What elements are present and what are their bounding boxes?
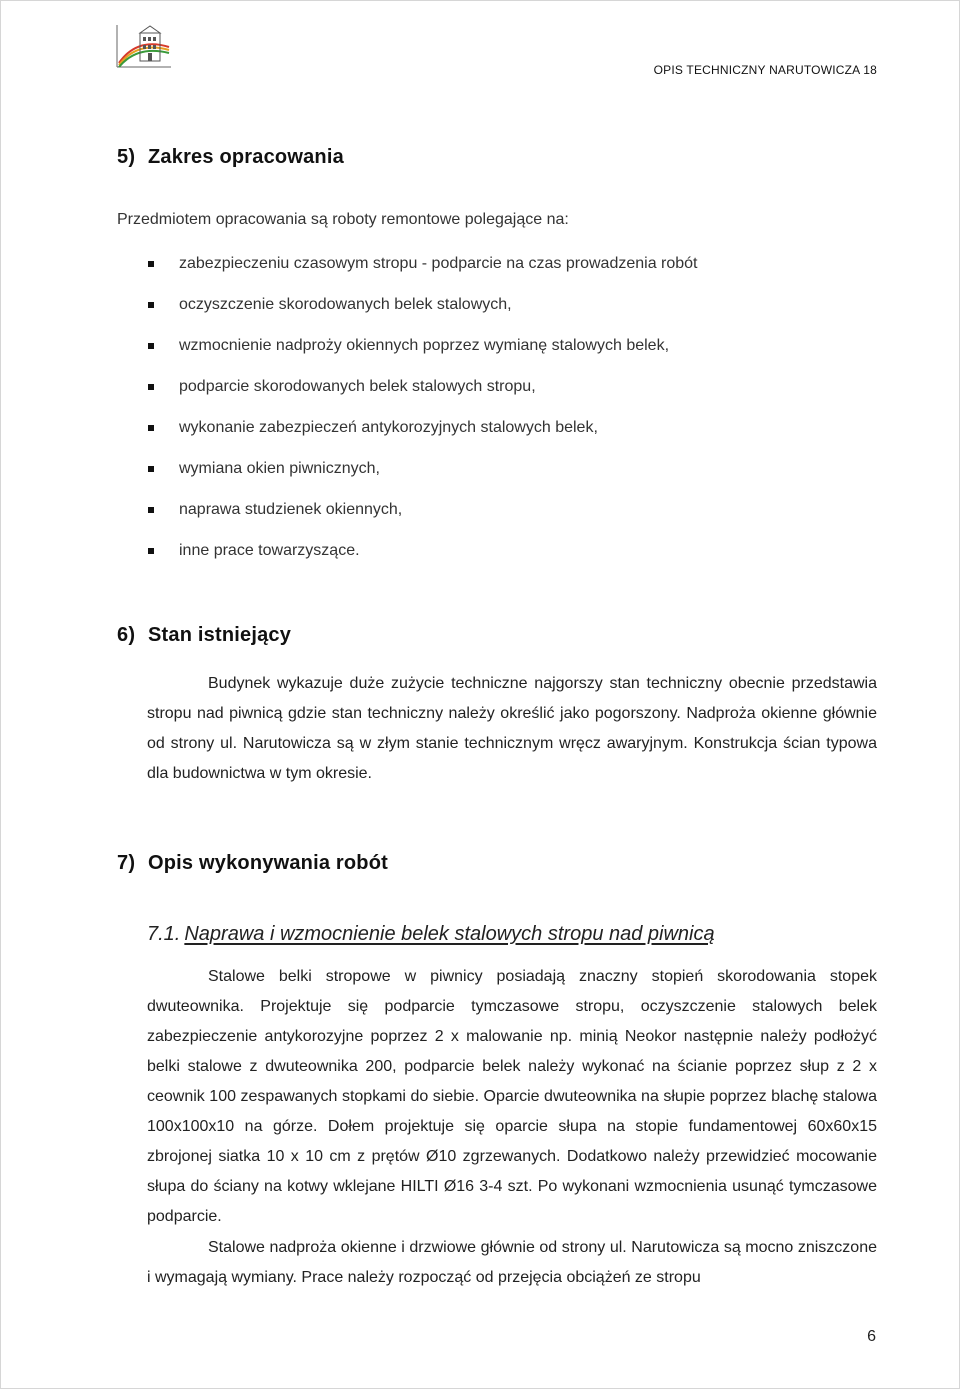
section-5-heading bbox=[117, 146, 344, 169]
list-item: zabezpieczeniu czasowym stropu - podparcie na czas prowadzenia robót bbox=[148, 255, 698, 296]
section-6-paragraph: Budynek wykazuje duże zużycie techniczne najgorszy stan techniczny obecnie przedstawia stropu nad piwnicą gdzie stan techniczny należy określić jako pogorszony. Nadproża okienne głównie od strony ul. Narutowicza są w złym stanie technicznym wręcz awaryjnym. Konstrukcja ścian typowa dla budownictwa w tym okresie. bbox=[147, 675, 877, 782]
square-bullet-icon bbox=[148, 384, 154, 390]
subsection-7-1-title: Naprawa i wzmocnienie belek stalowych stropu nad piwnicą bbox=[184, 923, 715, 945]
square-bullet-icon bbox=[148, 261, 154, 267]
section-6-number: 6) bbox=[117, 624, 136, 646]
section-7-heading bbox=[117, 852, 388, 875]
square-bullet-icon bbox=[148, 507, 154, 513]
header-title: OPIS TECHNICZNY NARUTOWICZA 18 bbox=[653, 63, 877, 77]
page-number: 6 bbox=[867, 1328, 876, 1345]
square-bullet-icon bbox=[148, 466, 154, 472]
list-item: wymiana okien piwnicznych, bbox=[148, 460, 698, 501]
square-bullet-icon bbox=[148, 302, 154, 308]
list-item: podparcie skorodowanych belek stalowych stropu, bbox=[148, 378, 698, 419]
subsection-7-1-number: 7.1. bbox=[147, 923, 181, 945]
section-7-number: 7) bbox=[117, 852, 136, 874]
section-6-heading bbox=[117, 624, 291, 647]
list-item: naprawa studzienek okiennych, bbox=[148, 501, 698, 542]
subsection-7-1-paragraph-1: Stalowe belki stropowe w piwnicy posiadają znaczny stopień skorodowania stopek dwuteownika. Projektuje się podparcie tymczasowe stropu, oczyszczenie stalowych belek zabezpieczenie antykorozyjne poprzez 2 x malowanie np. minią Neokor następnie należy podłożyć belki stalowe z dwuteownika 200, podparcie belek należy wykonać na ścianie poprzez słup z 2 x ceownik 100 zespawanych stopkami do siebie. Oparcie dwuteownika na słupie poprzez blachę stalowa 100x100x10 na górze. Dołem projektuje się oparcie słupa na stopie fundamentowej 60x60x15 zbrojonej siatka 10 x 10 cm z prętów Ø10 zgrzewanych. Dodatkowo należy przewidzieć mocowanie słupa do ściany na kotwy wklejane HILTI Ø16 3-4 szt. Po wykonani wzmocnienia usunąć tymczasowe podparcie. bbox=[147, 968, 877, 1225]
subsection-7-1-paragraph-2: Stalowe nadproża okienne i drzwiowe głównie od strony ul. Narutowicza są mocno zniszczone i wymagają wymiany. Prace należy rozpocząć od przejęcia obciążeń ze stropu bbox=[147, 1239, 877, 1286]
list-item: wykonanie zabezpieczeń antykorozyjnych stalowych belek, bbox=[148, 419, 698, 460]
list-item: wzmocnienie nadproży okiennych poprzez wymianę stalowych belek, bbox=[148, 337, 698, 378]
section-5-title: Zakres opracowania bbox=[148, 146, 344, 168]
list-item: oczyszczenie skorodowanych belek stalowych, bbox=[148, 296, 698, 337]
section-6-title: Stan istniejący bbox=[148, 624, 292, 646]
section-7-title: Opis wykonywania robót bbox=[148, 852, 388, 874]
square-bullet-icon bbox=[148, 425, 154, 431]
scope-list bbox=[148, 255, 698, 583]
building-rainbow-logo-icon bbox=[113, 23, 173, 69]
square-bullet-icon bbox=[148, 343, 154, 349]
square-bullet-icon bbox=[148, 548, 154, 554]
section-5-number: 5) bbox=[117, 146, 136, 168]
section-5-intro: Przedmiotem opracowania są roboty remontowe polegające na: bbox=[117, 211, 569, 228]
list-item: inne prace towarzyszące. bbox=[148, 542, 698, 583]
subsection-7-1-heading bbox=[147, 923, 715, 946]
